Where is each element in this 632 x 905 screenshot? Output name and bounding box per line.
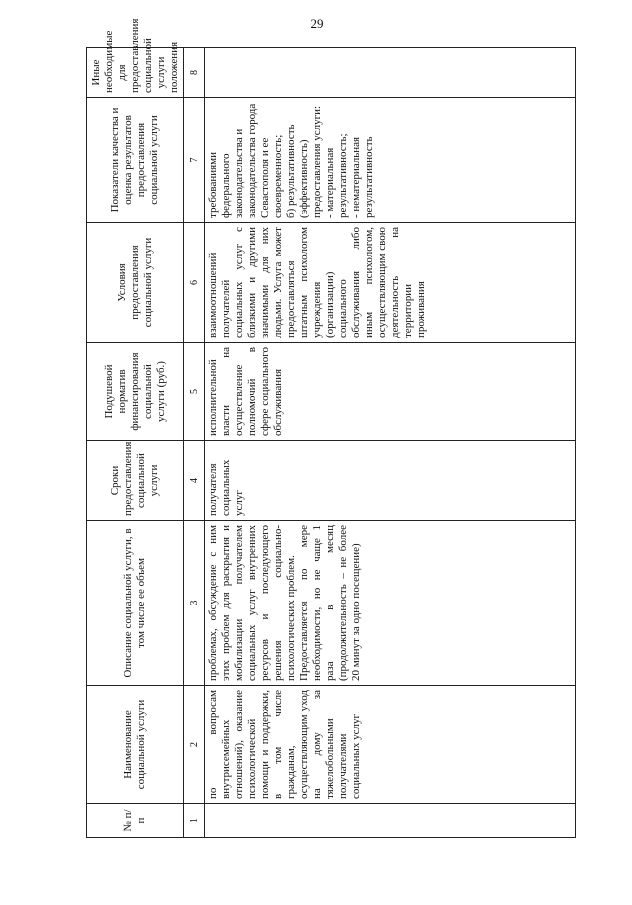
header-service-name: Наименование социальной услуги xyxy=(87,686,184,804)
description-paragraph: проблемах, обсуждение с ним этих проблем для раскрытия и мобилизации получателем социальных услуг внутренних ресурсов и последующего решения социально-психологических проблем. xyxy=(207,522,297,681)
header-terms: Сроки предоставления социальной услуги xyxy=(87,441,184,521)
column-number: 6 xyxy=(184,223,205,343)
column-number: 3 xyxy=(184,521,205,686)
page-number: 29 xyxy=(310,16,324,31)
header-description: Описание социальной услуги, в том числе ее объем xyxy=(87,521,184,686)
header-conditions: Условия предоставления социальной услуги xyxy=(87,223,184,343)
cell-terms: получателя социальных услуг xyxy=(205,441,576,521)
column-number: 8 xyxy=(184,48,205,98)
quality-line: - материальная результативность; xyxy=(324,133,349,218)
column-number: 5 xyxy=(184,343,205,441)
cell-other xyxy=(205,48,576,98)
header-number: № п/п xyxy=(87,804,184,838)
table-row xyxy=(205,48,576,838)
column-number: 1 xyxy=(184,804,205,838)
column-number: 2 xyxy=(184,686,205,804)
description-paragraph: Предоставляется по мере необходимости, но не чаще 1 раза в месяц (продолжительность – не более 20 минут за одно посещение) xyxy=(298,522,362,681)
cell-description xyxy=(205,521,576,686)
header-funding: Подушевой норматив финансирования социальной услуги (руб.) xyxy=(87,343,184,441)
quality-line: б) результативность (эффективность) предоставления услуги: xyxy=(285,105,323,218)
header-quality: Показатели качества и оценка результатов предоставления социальной услуги xyxy=(87,98,184,223)
column-number: 4 xyxy=(184,441,205,521)
column-number: 7 xyxy=(184,98,205,223)
column-number-row xyxy=(184,48,205,838)
cell-conditions: взаимоотношений получателей социальных услуг с близкими и другими значимыми для них людьми. Услуга может предоставляться штатным психологом учреждения (организации) социального обслуживания либо иным психологом, осуществляющим свою деятельность на территории проживания xyxy=(205,223,576,343)
cell-service-name: по вопросам внутрисемейных отношений), оказание психологической помощи и поддержки, в том числе гражданам, осуществляющим уход на дому за тяжелобольными получателями социальных услуг xyxy=(205,686,576,804)
quality-line: требованиями федерального законодательства и законодательства города Севастополя и ее своевременность; xyxy=(207,101,284,218)
header-other: Иные необходимые для предоставления социальной услуги положения xyxy=(87,48,184,98)
quality-line: - нематериальная результативность xyxy=(350,134,375,218)
cell-number xyxy=(205,804,576,838)
cell-quality xyxy=(205,98,576,223)
header-row xyxy=(87,48,184,838)
cell-funding: исполнительной власти на осуществление полномочий в сфере социального обслуживания xyxy=(205,343,576,441)
